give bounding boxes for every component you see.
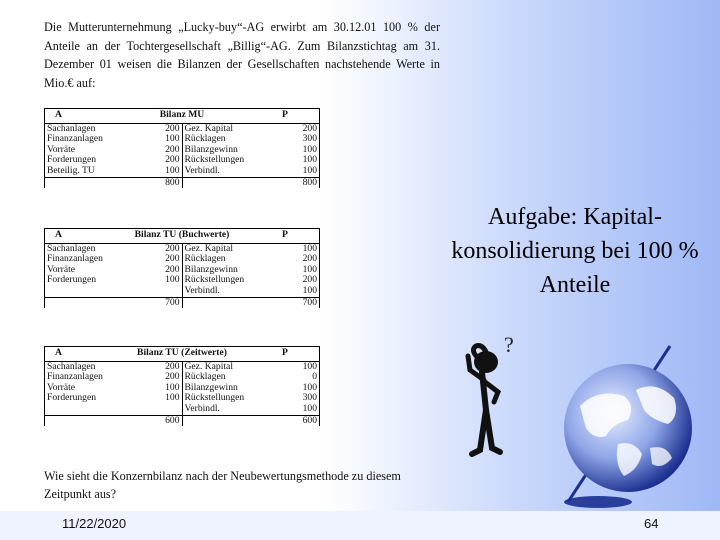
table-row (45, 123, 320, 134)
aktiva-value: 200 (113, 123, 182, 134)
aktiva-value: 200 (113, 372, 182, 383)
table-header (45, 109, 320, 124)
question-paragraph: Wie sieht die Konzernbilanz nach der Neubewertungsmethode zu diesem Zeitpunkt aus? (44, 469, 401, 501)
passiva-total: 600 (251, 415, 320, 426)
aktiva-item: Forderungen (47, 155, 97, 166)
passiva-item: Gez. Kapital (184, 243, 233, 254)
aktiva-value: 100 (113, 275, 182, 286)
aktiva-value: 200 (113, 243, 182, 254)
thinking-figure-icon (456, 332, 540, 462)
table-row (45, 361, 320, 372)
aktiva-value: 200 (113, 361, 182, 372)
aktiva-value: 200 (113, 145, 182, 156)
table-row (45, 372, 320, 383)
aktiva-value: 100 (113, 393, 182, 404)
passiva-value: 100 (302, 403, 317, 414)
aktiva-value: 100 (113, 383, 182, 394)
passiva-value: 100 (302, 155, 317, 166)
aktiva-item: Finanzanlagen (47, 134, 103, 145)
aktiva-label: A (45, 229, 114, 244)
aktiva-label: A (45, 109, 114, 124)
aktiva-item: Forderungen (47, 275, 97, 286)
passiva-value: 100 (302, 243, 317, 254)
footer-date: 11/22/2020 (62, 516, 127, 531)
table-row (45, 166, 320, 177)
passiva-item: Bilanzgewinn (184, 382, 238, 393)
table-row (45, 145, 320, 156)
aktiva-value: 200 (113, 254, 182, 265)
passiva-value: 0 (312, 372, 317, 383)
page-number: 64 (644, 516, 659, 531)
aktiva-item: Finanzanlagen (47, 254, 103, 265)
passiva-label: P (251, 229, 320, 244)
passiva-value: 100 (302, 264, 317, 275)
table-header (45, 229, 320, 244)
aktiva-item: Sachanlagen (47, 243, 96, 254)
aktiva-value: 100 (113, 166, 182, 177)
passiva-item: Verbindl. (184, 285, 220, 296)
aktiva-item (45, 286, 114, 297)
table-row (45, 275, 320, 286)
intro-paragraph: Die Mutterunternehmung „Lucky-buy“-AG erwirbt am 30.12.01 100 % der Anteile an der Tochtergesellschaft „Billig“-AG. Zum Bilanzstichtag am 31. Dezember 01 weisen die Bilanzen der Gesellschaften nachstehende Werte in Mio.€ auf: (44, 20, 440, 90)
passiva-value: 100 (302, 165, 317, 176)
passiva-item: Rückstellungen (184, 275, 245, 286)
passiva-item: Verbindl. (184, 403, 220, 414)
passiva-value: 200 (302, 254, 317, 265)
aktiva-label: A (45, 347, 114, 362)
total-row (45, 415, 320, 426)
aktiva-value (113, 404, 182, 415)
table-row (45, 155, 320, 166)
question-mark: ? (504, 332, 514, 357)
passiva-item: Rücklagen (184, 134, 226, 145)
passiva-value: 300 (302, 393, 317, 404)
table-title: Bilanz TU (Buchwerte) (113, 229, 251, 244)
passiva-total: 800 (251, 177, 320, 188)
balance-table-mu (44, 108, 320, 188)
aktiva-item: Finanzanlagen (47, 372, 103, 383)
passiva-value: 200 (302, 275, 317, 286)
aktiva-value (113, 286, 182, 297)
passiva-value: 200 (302, 123, 317, 134)
passiva-label: P (251, 109, 320, 124)
passiva-label: P (251, 347, 320, 362)
table-header (45, 347, 320, 362)
aktiva-item: Vorräte (47, 382, 76, 393)
balance-table-tu-book (44, 228, 320, 308)
table-row (45, 286, 320, 297)
table-row (45, 383, 320, 394)
aktiva-item: Vorräte (47, 264, 76, 275)
passiva-item: Bilanzgewinn (184, 264, 238, 275)
table-row (45, 134, 320, 145)
passiva-value: 100 (302, 285, 317, 296)
table-title: Bilanz TU (Zeitwerte) (113, 347, 251, 362)
slide-title: Aufgabe: Kapital-konsolidierung bei 100 % Anteile (451, 204, 699, 298)
table-row (45, 404, 320, 415)
table-row (45, 254, 320, 265)
globe-icon (540, 336, 710, 516)
passiva-item: Gez. Kapital (184, 361, 233, 372)
passiva-value: 300 (302, 134, 317, 145)
passiva-item: Rückstellungen (184, 155, 245, 166)
table-title: Bilanz MU (113, 109, 251, 124)
aktiva-item (45, 404, 114, 415)
aktiva-value: 200 (113, 265, 182, 276)
passiva-item: Rücklagen (184, 372, 226, 383)
aktiva-total: 700 (113, 297, 182, 308)
balance-table-tu-fair (44, 346, 320, 426)
table-row (45, 265, 320, 276)
aktiva-value: 200 (113, 155, 182, 166)
passiva-value: 100 (302, 144, 317, 155)
aktiva-value: 100 (113, 134, 182, 145)
passiva-item: Rücklagen (184, 254, 226, 265)
table-row (45, 243, 320, 254)
aktiva-item: Sachanlagen (47, 123, 96, 134)
aktiva-total: 800 (113, 177, 182, 188)
passiva-item: Verbindl. (184, 165, 220, 176)
total-row (45, 177, 320, 188)
aktiva-item: Vorräte (47, 144, 76, 155)
total-row (45, 297, 320, 308)
aktiva-total: 600 (113, 415, 182, 426)
passiva-value: 100 (302, 382, 317, 393)
passiva-item: Bilanzgewinn (184, 144, 238, 155)
passiva-total: 700 (251, 297, 320, 308)
aktiva-item: Sachanlagen (47, 361, 96, 372)
table-row (45, 393, 320, 404)
passiva-item: Rückstellungen (184, 393, 245, 404)
passiva-value: 100 (302, 361, 317, 372)
passiva-item: Gez. Kapital (184, 123, 233, 134)
aktiva-item: Forderungen (47, 393, 97, 404)
aktiva-item: Beteilig. TU (47, 165, 95, 176)
